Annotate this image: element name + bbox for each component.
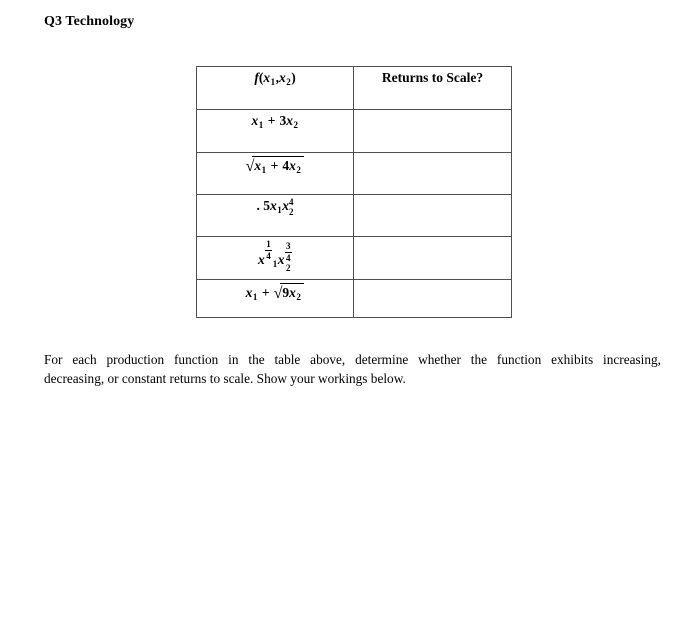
header-function-formula: $f(x_1,x_2)$ xyxy=(254,70,296,87)
square-root: $√x_1 + 4x_2$ xyxy=(246,156,305,175)
formula-cell: . $5x_1x$ 4 2 xyxy=(197,195,354,237)
formula-cell: x $\frac{1}{4}$ $_1$x $\frac{3}{4}$ 2 xyxy=(197,237,354,280)
formula-cell: $x_1 + 3x_2$ xyxy=(197,110,354,153)
instruction-line-2: decreasing, or constant returns to scale. Show your workings below. xyxy=(44,370,406,386)
table-row xyxy=(197,237,512,280)
answer-cell xyxy=(354,280,512,318)
answer-cell xyxy=(354,153,512,195)
formula-cell xyxy=(197,153,354,195)
formula-cell: $x_1 + √9x_2$ xyxy=(197,280,354,318)
header-function-cell xyxy=(197,67,354,110)
table-row xyxy=(197,153,512,195)
instruction-line-1: For each production function in the table above, determine whether the function exhibits increasing, xyxy=(44,352,661,367)
production-functions-table xyxy=(196,66,512,318)
table-header-row xyxy=(197,67,512,110)
answer-cell xyxy=(354,195,512,237)
table-row xyxy=(197,280,512,318)
question-title: Q3 Technology xyxy=(44,14,135,29)
answer-cell xyxy=(354,237,512,280)
square-root: $√9x_2$ xyxy=(274,283,305,302)
table-row xyxy=(197,110,512,153)
answer-cell xyxy=(354,110,512,153)
header-returns-cell: Returns to Scale? xyxy=(354,67,512,110)
table-row xyxy=(197,195,512,237)
instruction-paragraph xyxy=(44,351,661,388)
